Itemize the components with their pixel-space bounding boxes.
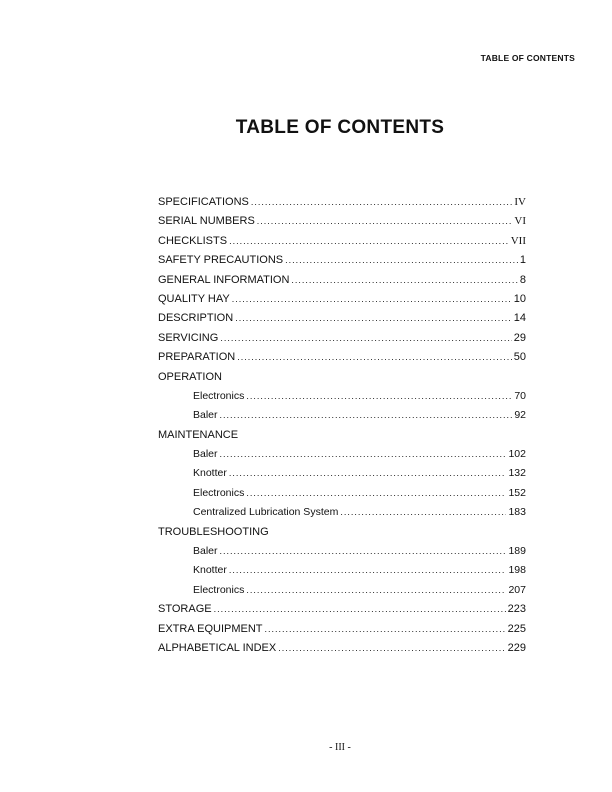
dot-leader — [278, 643, 505, 653]
dot-leader — [214, 604, 506, 614]
toc-entry — [158, 215, 526, 234]
toc-entry-label: Knotter — [193, 467, 227, 480]
toc-entry-page: 10 — [513, 292, 526, 305]
dot-leader — [235, 313, 512, 323]
dot-leader — [220, 333, 511, 343]
dot-leader — [220, 546, 507, 556]
toc-entry-page: 132 — [508, 467, 526, 480]
toc-entry-page: 102 — [508, 448, 526, 461]
table-of-contents — [158, 196, 526, 661]
dot-leader — [340, 507, 506, 517]
toc-entry — [158, 390, 526, 409]
toc-entry — [158, 467, 526, 486]
page-number: - III - — [329, 742, 351, 753]
toc-entry — [158, 371, 526, 390]
toc-entry — [158, 274, 526, 293]
toc-entry — [158, 526, 526, 545]
toc-entry — [158, 448, 526, 467]
toc-entry — [158, 429, 526, 448]
toc-entry — [158, 642, 526, 661]
dot-leader — [265, 624, 506, 634]
toc-entry-label: Baler — [193, 545, 218, 558]
dot-leader — [246, 391, 512, 401]
dot-leader — [232, 294, 512, 304]
toc-entry-page: 70 — [514, 389, 526, 402]
toc-entry — [158, 254, 526, 273]
toc-entry-label: CHECKLISTS — [158, 234, 228, 247]
toc-entry-label: SERVICING — [158, 331, 219, 344]
toc-entry-label: STORAGE — [158, 603, 212, 616]
toc-entry-label: EXTRA EQUIPMENT — [158, 622, 263, 635]
dot-leader — [251, 197, 513, 207]
dot-leader — [246, 585, 506, 595]
toc-entry-page: 92 — [514, 409, 526, 422]
toc-entry-page: 225 — [507, 622, 526, 635]
dot-leader — [246, 488, 506, 498]
toc-entry-label: PREPARATION — [158, 351, 236, 364]
toc-entry-page: 50 — [513, 351, 526, 364]
toc-entry-label: SERIAL NUMBERS — [158, 215, 255, 228]
toc-entry — [158, 603, 526, 622]
toc-entry-label: TROUBLESHOOTING — [158, 525, 269, 538]
toc-entry — [158, 584, 526, 603]
toc-entry — [158, 351, 526, 370]
toc-entry-page: 189 — [508, 545, 526, 558]
dot-leader — [257, 216, 513, 226]
toc-entry-label: GENERAL INFORMATION — [158, 273, 290, 286]
toc-entry-label: QUALITY HAY — [158, 292, 230, 305]
toc-entry-page: 207 — [508, 583, 526, 596]
toc-entry — [158, 293, 526, 312]
dot-leader — [229, 236, 509, 246]
toc-entry — [158, 487, 526, 506]
toc-entry-label: Electronics — [193, 389, 245, 402]
toc-entry-page: 198 — [508, 564, 526, 577]
toc-entry-label: Knotter — [193, 564, 227, 577]
toc-entry-label: Baler — [193, 448, 218, 461]
toc-entry-page: IV — [514, 196, 526, 208]
toc-entry-label: Baler — [193, 409, 218, 422]
running-header: TABLE OF CONTENTS — [480, 53, 575, 63]
dot-leader — [229, 565, 507, 575]
dot-leader — [285, 255, 518, 265]
toc-entry-page: 8 — [519, 273, 526, 286]
toc-entry-label: SPECIFICATIONS — [158, 196, 249, 208]
toc-entry — [158, 235, 526, 254]
dot-leader — [220, 410, 513, 420]
dot-leader — [220, 449, 507, 459]
toc-entry — [158, 332, 526, 351]
toc-entry-page: 14 — [513, 312, 526, 325]
page-title: TABLE OF CONTENTS — [235, 117, 445, 138]
toc-entry — [158, 506, 526, 525]
toc-entry-page: 29 — [513, 331, 526, 344]
toc-entry-label: ALPHABETICAL INDEX — [158, 641, 277, 654]
toc-entry-label: Electronics — [193, 583, 245, 596]
toc-entry-page: 1 — [519, 254, 526, 267]
toc-entry-page: VII — [510, 234, 526, 247]
toc-entry — [158, 409, 526, 428]
toc-entry — [158, 564, 526, 583]
toc-entry — [158, 545, 526, 564]
toc-entry — [158, 196, 526, 215]
dot-leader — [237, 352, 512, 362]
dot-leader — [291, 275, 517, 285]
toc-entry-label: OPERATION — [158, 370, 222, 383]
toc-entry-label: Centralized Lubrication System — [193, 506, 339, 519]
toc-entry-page: VI — [514, 215, 526, 228]
toc-entry-page: 229 — [507, 641, 526, 654]
toc-entry-label: Electronics — [193, 486, 245, 499]
toc-entry — [158, 623, 526, 642]
toc-entry-page: 183 — [508, 506, 526, 519]
toc-entry-label: MAINTENANCE — [158, 428, 239, 441]
toc-entry — [158, 312, 526, 331]
toc-entry-page: 152 — [508, 486, 526, 499]
toc-entry-page: 223 — [507, 603, 526, 616]
toc-entry-label: SAFETY PRECAUTIONS — [158, 254, 284, 267]
toc-entry-label: DESCRIPTION — [158, 312, 234, 325]
dot-leader — [229, 468, 507, 478]
